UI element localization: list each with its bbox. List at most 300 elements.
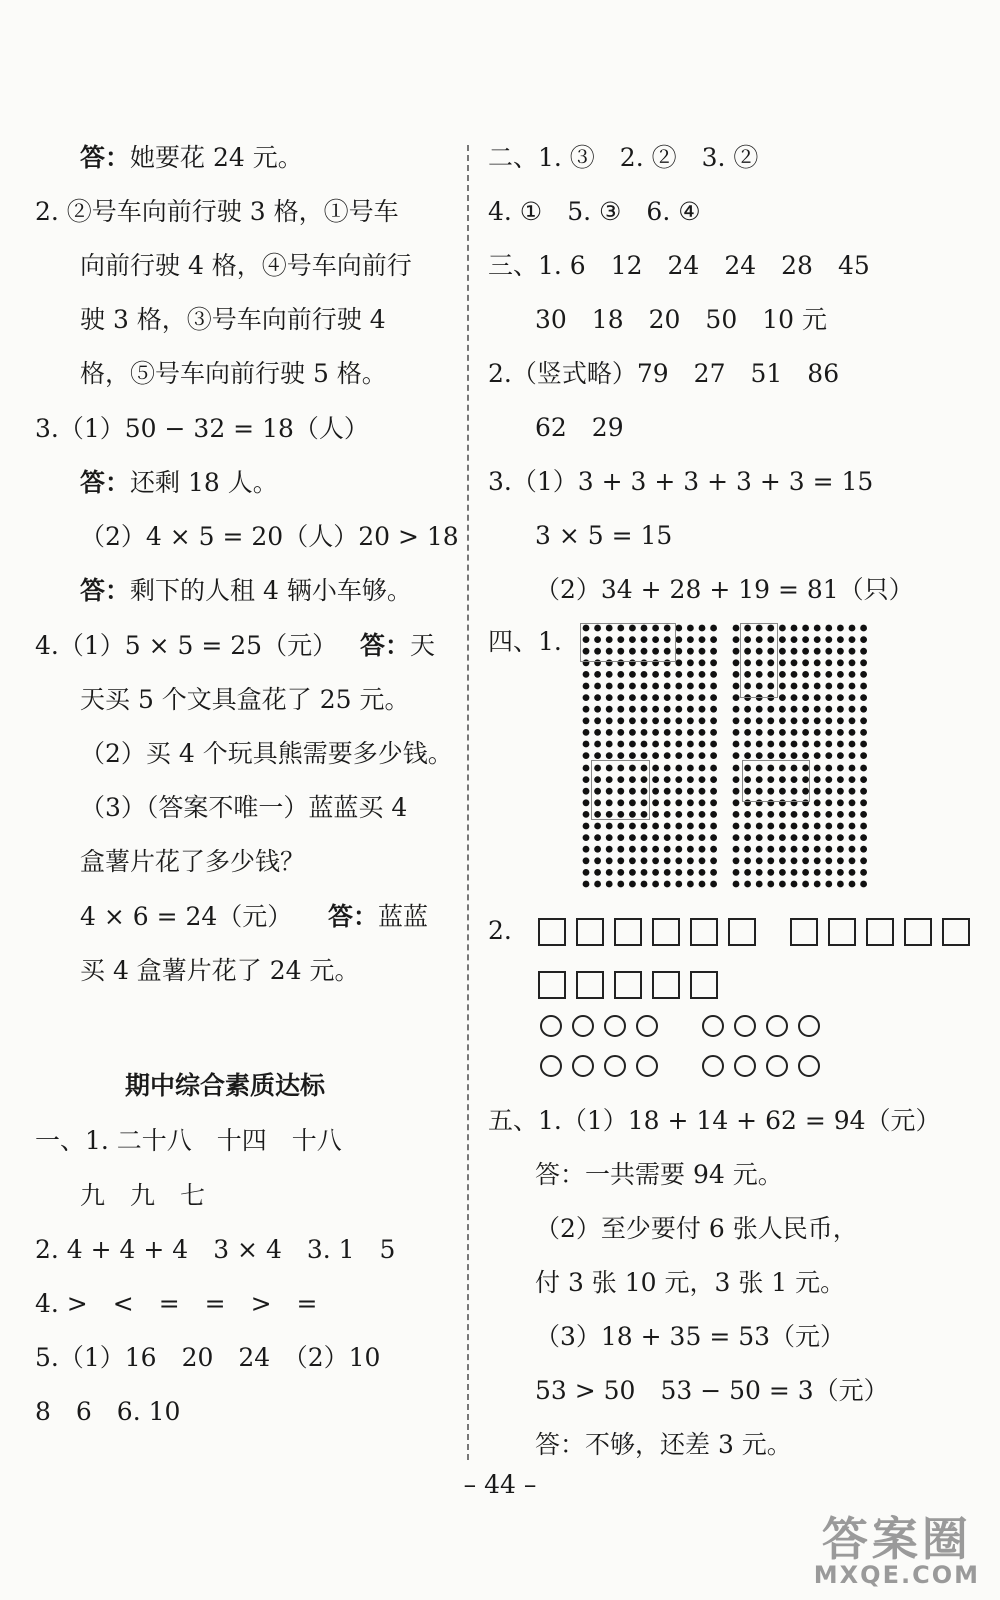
dot — [733, 834, 740, 841]
dot — [860, 683, 867, 690]
right-line-3: 30 18 20 50 10 元 — [535, 305, 828, 334]
dot — [814, 799, 821, 806]
dot — [583, 799, 590, 806]
square-icon — [538, 971, 566, 999]
left-bottom-1: 九 九 七 — [80, 1181, 206, 1210]
dot — [652, 717, 659, 724]
dot — [710, 636, 717, 643]
dot — [779, 881, 786, 888]
dot — [664, 752, 671, 759]
dot — [860, 729, 867, 736]
dot — [744, 857, 751, 864]
circle-icon — [734, 1015, 756, 1037]
dot — [744, 811, 751, 818]
right-line-4: 2.（竖式略）79 27 51 86 — [488, 359, 840, 388]
dot — [744, 729, 751, 736]
dot — [675, 717, 682, 724]
dot — [710, 741, 717, 748]
dot — [629, 881, 636, 888]
dot — [675, 765, 682, 772]
dot — [849, 648, 856, 655]
page-number: – 44 – — [463, 1470, 537, 1499]
dot — [641, 823, 648, 830]
dot — [641, 834, 648, 841]
dot — [791, 846, 798, 853]
circle-icon — [702, 1015, 724, 1037]
right-bottom-5: 53 > 50 53 − 50 = 3（元） — [535, 1376, 889, 1405]
dot — [849, 857, 856, 864]
dot — [860, 717, 867, 724]
dot — [583, 741, 590, 748]
dot — [710, 659, 717, 666]
dot — [744, 834, 751, 841]
square-icon — [690, 971, 718, 999]
dot — [767, 846, 774, 853]
dot — [687, 788, 694, 795]
dot — [675, 648, 682, 655]
circle-icon — [798, 1055, 820, 1077]
dot — [710, 683, 717, 690]
dot — [825, 741, 832, 748]
q4-label: 四、1. — [488, 627, 562, 656]
dot — [860, 799, 867, 806]
dot — [617, 683, 624, 690]
dot — [629, 823, 636, 830]
q4-2-label: 2. — [488, 916, 512, 945]
dot — [791, 741, 798, 748]
dot — [699, 765, 706, 772]
dot — [767, 811, 774, 818]
dot — [664, 869, 671, 876]
dot — [849, 659, 856, 666]
dot — [814, 694, 821, 701]
dot — [583, 869, 590, 876]
dot — [756, 706, 763, 713]
dot — [837, 811, 844, 818]
dot — [791, 671, 798, 678]
left-line-6: 答：还剩 18 人。 — [80, 468, 278, 497]
dot — [606, 741, 613, 748]
dot — [837, 776, 844, 783]
dot — [733, 869, 740, 876]
dot — [756, 729, 763, 736]
dot — [583, 717, 590, 724]
dot — [710, 788, 717, 795]
dot — [825, 671, 832, 678]
dot — [860, 625, 867, 632]
right-line-5: 62 29 — [535, 413, 624, 442]
dot — [617, 752, 624, 759]
dot — [791, 752, 798, 759]
left-line-9-answer: 答：天 — [360, 631, 436, 660]
dot — [664, 694, 671, 701]
dot — [699, 823, 706, 830]
dot — [825, 659, 832, 666]
dot — [767, 729, 774, 736]
dot — [699, 706, 706, 713]
dot — [594, 846, 601, 853]
dot — [860, 648, 867, 655]
dot — [802, 752, 809, 759]
circle-icon — [604, 1055, 626, 1077]
square-icon — [652, 918, 680, 946]
dot — [825, 729, 832, 736]
dot — [756, 717, 763, 724]
circle-icon — [766, 1015, 788, 1037]
dot — [606, 683, 613, 690]
dot — [699, 776, 706, 783]
dot — [791, 823, 798, 830]
dot — [756, 823, 763, 830]
left-bottom-3: 4. > < = = > = — [35, 1289, 318, 1318]
dot — [675, 752, 682, 759]
left-line-13: 盒薯片花了多少钱？ — [80, 847, 306, 876]
dot — [733, 671, 740, 678]
dot — [849, 671, 856, 678]
circle-row-1 — [540, 1015, 830, 1037]
dot — [825, 788, 832, 795]
dot — [791, 648, 798, 655]
dot — [583, 788, 590, 795]
dot — [779, 659, 786, 666]
dot — [860, 846, 867, 853]
left-line-7: （2）4 × 5 = 20（人）20 > 18 — [80, 522, 459, 551]
dot — [699, 788, 706, 795]
dot — [617, 729, 624, 736]
circle-row-2 — [540, 1055, 830, 1077]
dot — [641, 694, 648, 701]
dot — [733, 648, 740, 655]
dot — [675, 671, 682, 678]
dot — [779, 811, 786, 818]
dot — [710, 625, 717, 632]
circle-icon — [604, 1015, 626, 1037]
dot — [699, 683, 706, 690]
dot — [733, 857, 740, 864]
dot — [710, 857, 717, 864]
left-line-3: 驶 3 格，③号车向前行驶 4 — [80, 305, 386, 334]
dot — [767, 823, 774, 830]
dot — [664, 776, 671, 783]
dot — [641, 752, 648, 759]
dot — [791, 729, 798, 736]
dot — [791, 881, 798, 888]
dot — [652, 752, 659, 759]
dot — [837, 857, 844, 864]
dot — [814, 776, 821, 783]
dot — [802, 869, 809, 876]
left-bottom-5: 8 6 6. 10 — [35, 1397, 181, 1426]
dot — [594, 683, 601, 690]
dot — [802, 811, 809, 818]
dot — [664, 706, 671, 713]
dot — [583, 823, 590, 830]
square-icon — [576, 918, 604, 946]
dot — [699, 869, 706, 876]
dot — [779, 636, 786, 643]
dot — [583, 671, 590, 678]
dot — [629, 717, 636, 724]
square-icon — [652, 971, 680, 999]
right-bottom-6: 答：不够，还差 3 元。 — [535, 1430, 792, 1459]
dot — [594, 717, 601, 724]
dot — [802, 834, 809, 841]
dot — [860, 823, 867, 830]
dot — [641, 846, 648, 853]
dot — [814, 823, 821, 830]
dot — [733, 765, 740, 772]
dot — [583, 752, 590, 759]
dot — [825, 636, 832, 643]
dot — [756, 811, 763, 818]
dot — [583, 776, 590, 783]
dot — [710, 648, 717, 655]
left-bottom-0: 一、1. 二十八 十四 十八 — [35, 1126, 342, 1155]
dot — [629, 706, 636, 713]
dot — [733, 741, 740, 748]
dot — [710, 881, 717, 888]
dot — [860, 636, 867, 643]
dot — [606, 717, 613, 724]
dot — [617, 857, 624, 864]
dot — [687, 671, 694, 678]
left-line-5: 3.（1）50 − 32 = 18（人） — [35, 414, 369, 443]
dot — [664, 834, 671, 841]
dot — [767, 706, 774, 713]
dot — [744, 717, 751, 724]
dot — [617, 881, 624, 888]
dot — [802, 625, 809, 632]
dot — [849, 881, 856, 888]
dot — [860, 811, 867, 818]
dot — [629, 752, 636, 759]
dot — [837, 752, 844, 759]
dot — [767, 881, 774, 888]
dot — [744, 752, 751, 759]
dot — [825, 683, 832, 690]
dot — [687, 659, 694, 666]
dot — [629, 729, 636, 736]
dot — [675, 823, 682, 830]
dot — [699, 659, 706, 666]
circle-icon — [766, 1055, 788, 1077]
dot — [687, 857, 694, 864]
dot — [594, 741, 601, 748]
dot — [652, 846, 659, 853]
dot — [802, 729, 809, 736]
circle-icon — [540, 1015, 562, 1037]
dot — [825, 811, 832, 818]
dot — [837, 717, 844, 724]
left-line-14-answer: 答：蓝蓝 — [328, 902, 429, 931]
dot — [837, 625, 844, 632]
dot — [860, 752, 867, 759]
dot — [849, 765, 856, 772]
dot — [837, 659, 844, 666]
left-line-1: 2. ②号车向前行驶 3 格，①号车 — [35, 197, 399, 226]
dot — [860, 765, 867, 772]
left-bottom-4: 5.（1）16 20 24 （2）10 — [35, 1343, 381, 1372]
square-icon — [904, 918, 932, 946]
dot — [641, 683, 648, 690]
dot — [675, 857, 682, 864]
dot — [791, 869, 798, 876]
dot — [802, 857, 809, 864]
dot — [710, 671, 717, 678]
circle-icon — [636, 1055, 658, 1077]
dot — [825, 765, 832, 772]
dot — [802, 683, 809, 690]
dot — [687, 776, 694, 783]
dot — [687, 729, 694, 736]
dot — [652, 683, 659, 690]
left-line-4: 格，⑤号车向前行驶 5 格。 — [80, 359, 387, 388]
dot — [849, 717, 856, 724]
dot — [779, 857, 786, 864]
dot — [687, 694, 694, 701]
dot — [849, 683, 856, 690]
dot — [652, 881, 659, 888]
dot — [756, 752, 763, 759]
dot — [825, 706, 832, 713]
dot — [837, 765, 844, 772]
dot — [767, 834, 774, 841]
dot — [699, 729, 706, 736]
right-bottom-2: （2）至少要付 6 张人民币， — [535, 1214, 858, 1243]
dot — [652, 765, 659, 772]
dot — [710, 846, 717, 853]
dot — [837, 671, 844, 678]
dot — [814, 625, 821, 632]
dot — [699, 625, 706, 632]
dot — [825, 834, 832, 841]
dot — [779, 625, 786, 632]
dot — [837, 881, 844, 888]
dot — [814, 741, 821, 748]
dot — [699, 741, 706, 748]
dot — [849, 729, 856, 736]
dot — [860, 834, 867, 841]
dot — [733, 694, 740, 701]
dot — [675, 636, 682, 643]
dot — [791, 834, 798, 841]
dot — [652, 788, 659, 795]
dot — [744, 846, 751, 853]
dot — [710, 729, 717, 736]
dot — [860, 706, 867, 713]
dot — [849, 694, 856, 701]
dot — [849, 811, 856, 818]
right-line-6: 3.（1）3 + 3 + 3 + 3 + 3 = 15 — [488, 467, 874, 496]
dot — [594, 823, 601, 830]
dot — [825, 625, 832, 632]
dot — [733, 752, 740, 759]
circle-box-3 — [591, 760, 650, 820]
dot — [791, 706, 798, 713]
dot — [629, 834, 636, 841]
dot — [767, 717, 774, 724]
dot — [779, 706, 786, 713]
dot — [594, 881, 601, 888]
dot — [791, 811, 798, 818]
dot — [814, 729, 821, 736]
dot — [779, 846, 786, 853]
dot — [675, 788, 682, 795]
dot — [687, 823, 694, 830]
dot — [617, 834, 624, 841]
dot — [860, 857, 867, 864]
circle-icon — [702, 1055, 724, 1077]
dot — [699, 811, 706, 818]
dot — [652, 823, 659, 830]
dot — [733, 776, 740, 783]
dot — [687, 741, 694, 748]
dot — [802, 694, 809, 701]
dot — [860, 881, 867, 888]
dot — [779, 648, 786, 655]
dot — [802, 741, 809, 748]
dot — [641, 671, 648, 678]
dot — [744, 706, 751, 713]
dot — [779, 694, 786, 701]
dot — [733, 706, 740, 713]
circle-icon — [734, 1055, 756, 1077]
dot — [699, 671, 706, 678]
dot — [675, 741, 682, 748]
dot — [837, 636, 844, 643]
dot — [652, 694, 659, 701]
dot — [675, 625, 682, 632]
dot — [652, 811, 659, 818]
dot — [629, 846, 636, 853]
square-icon — [614, 918, 642, 946]
dot — [791, 857, 798, 864]
dot — [652, 729, 659, 736]
dot — [583, 881, 590, 888]
dot — [629, 869, 636, 876]
dot — [583, 834, 590, 841]
dot — [733, 683, 740, 690]
square-icon — [828, 918, 856, 946]
dot — [733, 881, 740, 888]
dot — [594, 729, 601, 736]
square-icon — [614, 971, 642, 999]
dot — [860, 869, 867, 876]
dot — [675, 776, 682, 783]
dot — [687, 636, 694, 643]
dot — [606, 706, 613, 713]
dot — [849, 625, 856, 632]
dot — [791, 683, 798, 690]
square-icon — [866, 918, 894, 946]
dot — [825, 857, 832, 864]
dot — [814, 683, 821, 690]
dot — [791, 694, 798, 701]
dot — [733, 788, 740, 795]
dot — [733, 625, 740, 632]
dot — [583, 706, 590, 713]
dot — [814, 869, 821, 876]
dot — [837, 648, 844, 655]
square-row-2 — [538, 971, 728, 999]
dot — [802, 823, 809, 830]
dot — [641, 741, 648, 748]
dot — [733, 823, 740, 830]
dot — [617, 823, 624, 830]
dot — [583, 846, 590, 853]
dot — [699, 857, 706, 864]
dot — [837, 869, 844, 876]
